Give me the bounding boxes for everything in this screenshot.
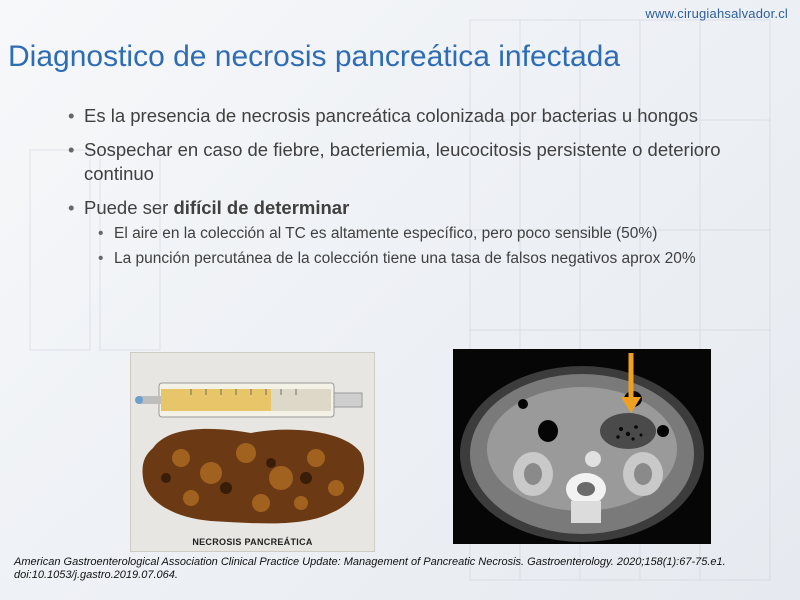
- citation-reference: American Gastroenterological Association Clinical Practice Update: Management of Pancreatic Necrosis. Gastroenterology. 2020;158(1):67-75.e1. doi:10.1053/j.gastro.2019.07.064.: [14, 556, 726, 581]
- necrosis-photo: [130, 352, 375, 552]
- sub-bullet-item: • La punción percutánea de la colección tiene una tasa de falsos negativos aprox 20%: [98, 249, 768, 269]
- bullet-bold-text: difícil de determinar: [173, 197, 350, 218]
- sub-bullet-item: • El aire en la colección al TC es altamente específico, pero poco sensible (50%): [98, 224, 768, 244]
- bullet-item: • Sospechar en caso de fiebre, bacteriemia, leucocitosis persistente o deterioro continuo: [68, 138, 768, 186]
- ct-scan-image: [453, 349, 711, 544]
- bullet-item: [68, 196, 768, 269]
- slide-title: Diagnostico de necrosis pancreática infectada: [8, 40, 621, 73]
- syringe-and-tissue-illustration: [131, 353, 374, 551]
- bullet-list: [68, 104, 768, 279]
- photo-caption: NECROSIS PANCREÁTICA: [192, 537, 313, 547]
- bullet-text: Puede ser: [84, 197, 174, 218]
- bullet-item: • Es la presencia de necrosis pancreática colonizada por bacterias u hongos: [68, 104, 768, 128]
- ct-scan-illustration: [453, 349, 711, 544]
- website-url: www.cirugiahsalvador.cl: [645, 6, 788, 21]
- sub-bullet-list: [98, 224, 768, 269]
